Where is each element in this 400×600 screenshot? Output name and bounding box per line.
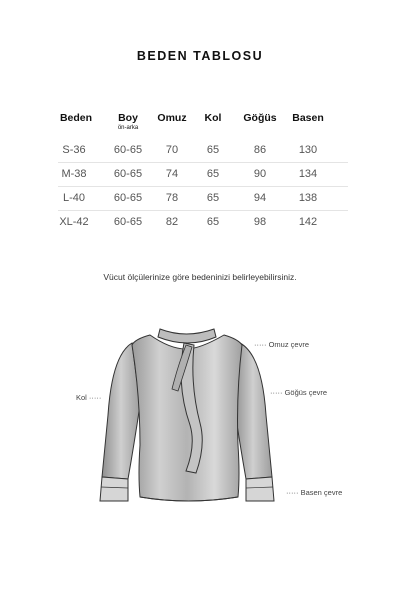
dots-icon: ····· [254, 340, 269, 349]
blouse-diagram [0, 305, 400, 545]
cell-size: L-40 [62, 192, 86, 204]
table-row [58, 188, 348, 211]
header-length-note: ön-arka [117, 125, 139, 131]
cell-sleeve: 65 [206, 216, 220, 228]
header-shoulder: Omuz [157, 112, 187, 124]
dots-icon: ····· [270, 388, 285, 397]
cell-hip: 138 [298, 192, 318, 204]
cell-sleeve: 65 [206, 144, 220, 156]
cell-chest: 94 [253, 192, 267, 204]
sleeve-label [76, 393, 101, 402]
cell-chest: 98 [253, 216, 267, 228]
sleeve-label-text: Kol [76, 393, 87, 402]
cell-size: M-38 [61, 168, 87, 180]
cell-size: S-36 [62, 144, 86, 156]
cell-chest: 90 [253, 168, 267, 180]
header-sleeve: Kol [204, 112, 222, 124]
cell-shoulder: 74 [165, 168, 179, 180]
header-hip: Basen [292, 112, 324, 124]
dots-icon: ····· [86, 393, 102, 402]
hip-label [286, 488, 342, 497]
shoulder-label [254, 340, 309, 349]
header-chest: Göğüs [243, 112, 277, 124]
header-size: Beden [59, 112, 93, 124]
cell-hip: 134 [298, 168, 318, 180]
table-row [58, 164, 348, 187]
cell-length: 60-65 [113, 216, 143, 228]
page-title: BEDEN TABLOSU [136, 49, 264, 63]
cell-hip: 142 [298, 216, 318, 228]
size-note: Vücut ölçülerinize göre bedeninizi belirleyebilirsiniz. [103, 272, 297, 282]
table-row [58, 212, 348, 234]
cell-length: 60-65 [113, 192, 143, 204]
cell-sleeve: 65 [206, 168, 220, 180]
cell-shoulder: 82 [165, 216, 179, 228]
header-length-label: Boy [118, 112, 138, 124]
cell-size: XL-42 [59, 216, 89, 228]
cell-hip: 130 [298, 144, 318, 156]
cell-chest: 86 [253, 144, 267, 156]
cell-sleeve: 65 [206, 192, 220, 204]
chest-label-text: Göğüs çevre [284, 388, 328, 397]
blouse-illustration [0, 305, 400, 545]
header-length [108, 112, 148, 131]
chest-label [270, 388, 327, 397]
cell-shoulder: 78 [165, 192, 179, 204]
table-row [58, 140, 348, 163]
cell-length: 60-65 [113, 144, 143, 156]
shoulder-label-text: Omuz çevre [268, 340, 310, 349]
dots-icon: ····· [286, 488, 301, 497]
cell-shoulder: 70 [165, 144, 179, 156]
cell-length: 60-65 [113, 168, 143, 180]
hip-label-text: Basen çevre [300, 488, 343, 497]
